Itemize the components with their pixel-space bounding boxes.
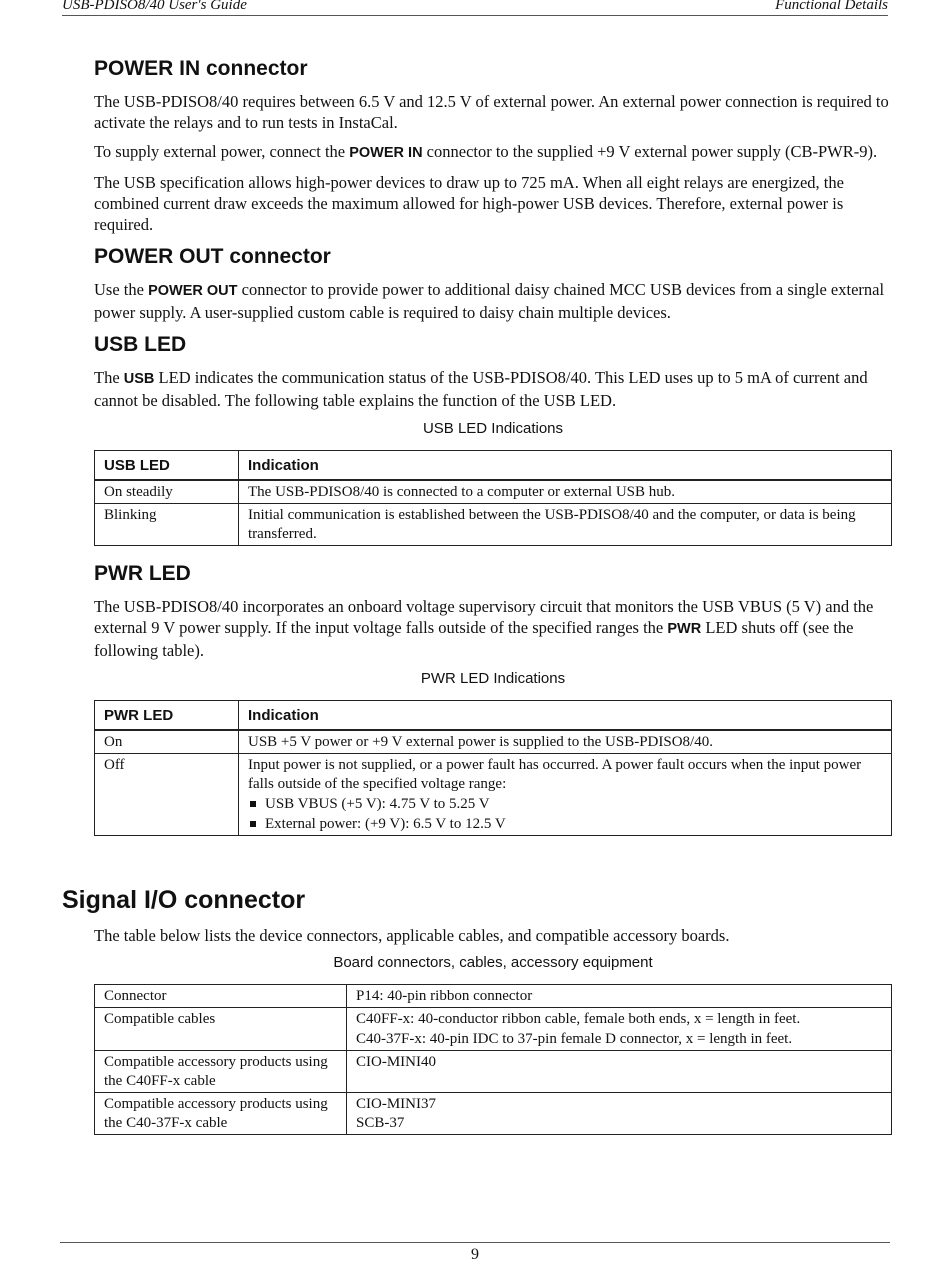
text-run: The USB-PDISO8/40 incorporates an onboard voltage supervisory circuit that monitors the USB VBUS (5 V) and the external 9 V power supply. If the input voltage falls outside of the specified ranges the <box>94 597 874 637</box>
table-cell: USB +5 V power or +9 V external power is supplied to the USB-PDISO8/40. <box>239 730 892 754</box>
usb-led-table <box>94 450 892 546</box>
power-in-paragraph-1: The USB-PDISO8/40 requires between 6.5 V and 12.5 V of external power. An external power connection is required to activate the relays and to run tests in InstaCal. <box>94 92 889 132</box>
table-cell <box>347 1093 892 1135</box>
page-footer <box>60 1242 890 1264</box>
column-header: Indication <box>239 701 892 731</box>
column-header: USB LED <box>95 451 239 481</box>
table-cell: On <box>95 730 239 754</box>
cell-text: Input power is not supplied, or a power fault has occurred. A power fault occurs when the input power falls outside of the specified voltage range: <box>248 757 862 792</box>
table-row <box>95 504 892 546</box>
text-run: LED shuts off (see the following table). <box>94 618 854 660</box>
table-cell: Compatible accessory products using the C40-37F-x cable <box>95 1093 347 1135</box>
table-row <box>95 1008 892 1051</box>
main-content <box>94 56 892 836</box>
text-run: The <box>94 368 124 387</box>
usb-led-heading: USB LED <box>94 333 187 356</box>
table-cell: Connector <box>95 985 347 1008</box>
table-cell <box>239 754 892 836</box>
signal-io-section <box>94 925 892 1135</box>
bullet-list <box>248 794 882 834</box>
text-run: connector to the supplied +9 V external power supply (CB-PWR-9). <box>422 142 878 161</box>
list-item: External power: (+9 V): 6.5 V to 12.5 V <box>248 814 882 834</box>
signal-io-heading: Signal I/O connector <box>62 886 306 914</box>
list-item: USB VBUS (+5 V): 4.75 V to 5.25 V <box>248 794 882 814</box>
text-run: Use the <box>94 280 149 299</box>
text-run: To supply external power, connect the <box>94 142 350 161</box>
pwr-led-table <box>94 700 892 836</box>
cell-line: C40-37F-x: 40-pin IDC to 37-pin female D connector, x = length in feet. <box>356 1031 793 1047</box>
pwr-keyword: PWR <box>667 621 702 637</box>
pwr-led-paragraph <box>94 596 892 661</box>
table-cell: On steadily <box>95 480 239 504</box>
text-run: LED indicates the communication status of the USB-PDISO8/40. This LED uses up to 5 mA of current and cannot be disabled. The following table explains the function of the USB LED. <box>94 368 868 410</box>
table-cell: The USB-PDISO8/40 is connected to a computer or external USB hub. <box>239 480 892 504</box>
table-cell: Initial communication is established between the USB-PDISO8/40 and the computer, or data is being transferred. <box>239 504 892 546</box>
table-cell: Blinking <box>95 504 239 546</box>
signal-io-paragraph: The table below lists the device connectors, applicable cables, and compatible accessory boards. <box>94 926 730 945</box>
table-cell: P14: 40-pin ribbon connector <box>347 985 892 1008</box>
usb-led-paragraph <box>94 367 892 411</box>
table-header-row <box>95 451 892 481</box>
table-row <box>95 985 892 1008</box>
text-run: connector to provide power to additional daisy chained MCC USB devices from a single external power supply. A user-supplied custom cable is required to daisy chain multiple devices. <box>94 280 885 322</box>
column-header: Indication <box>239 451 892 481</box>
cell-line: C40FF-x: 40-conductor ribbon cable, female both ends, x = length in feet. <box>356 1011 801 1027</box>
page-number: 9 <box>471 1246 479 1263</box>
table-header-row <box>95 701 892 731</box>
header-document-title: USB-PDISO8/40 User's Guide <box>62 0 247 13</box>
usb-led-table-caption: USB LED Indications <box>422 420 564 437</box>
usb-keyword: USB <box>123 371 155 387</box>
table-cell: Compatible accessory products using the C40FF-x cable <box>95 1051 347 1093</box>
page-header <box>62 0 888 16</box>
table-row <box>95 730 892 754</box>
table-cell <box>347 1008 892 1051</box>
cell-line: SCB-37 <box>356 1115 405 1131</box>
signal-io-table <box>94 984 892 1135</box>
power-out-heading: POWER OUT connector <box>94 245 331 268</box>
table-row <box>95 1093 892 1135</box>
table-cell: CIO-MINI40 <box>347 1051 892 1093</box>
table-row <box>95 754 892 836</box>
table-row <box>95 480 892 504</box>
power-out-keyword: POWER OUT <box>148 283 238 299</box>
table-row <box>95 1051 892 1093</box>
header-section-title: Functional Details <box>775 0 888 13</box>
power-in-paragraph-3: The USB specification allows high-power devices to draw up to 725 mA. When all eight relays are energized, the combined current draw exceeds the maximum allowed for high-power USB devices. Therefore, external power is required. <box>94 173 844 234</box>
power-in-paragraph-2 <box>94 141 892 164</box>
cell-line: CIO-MINI37 <box>356 1096 436 1112</box>
signal-io-table-caption: Board connectors, cables, accessory equipment <box>333 954 653 971</box>
pwr-led-heading: PWR LED <box>94 562 191 585</box>
table-cell: Off <box>95 754 239 836</box>
pwr-led-table-caption: PWR LED Indications <box>420 670 566 687</box>
power-out-paragraph <box>94 279 892 323</box>
power-in-heading: POWER IN connector <box>94 57 308 80</box>
power-in-keyword: POWER IN <box>349 145 423 161</box>
table-cell: Compatible cables <box>95 1008 347 1051</box>
column-header: PWR LED <box>95 701 239 731</box>
